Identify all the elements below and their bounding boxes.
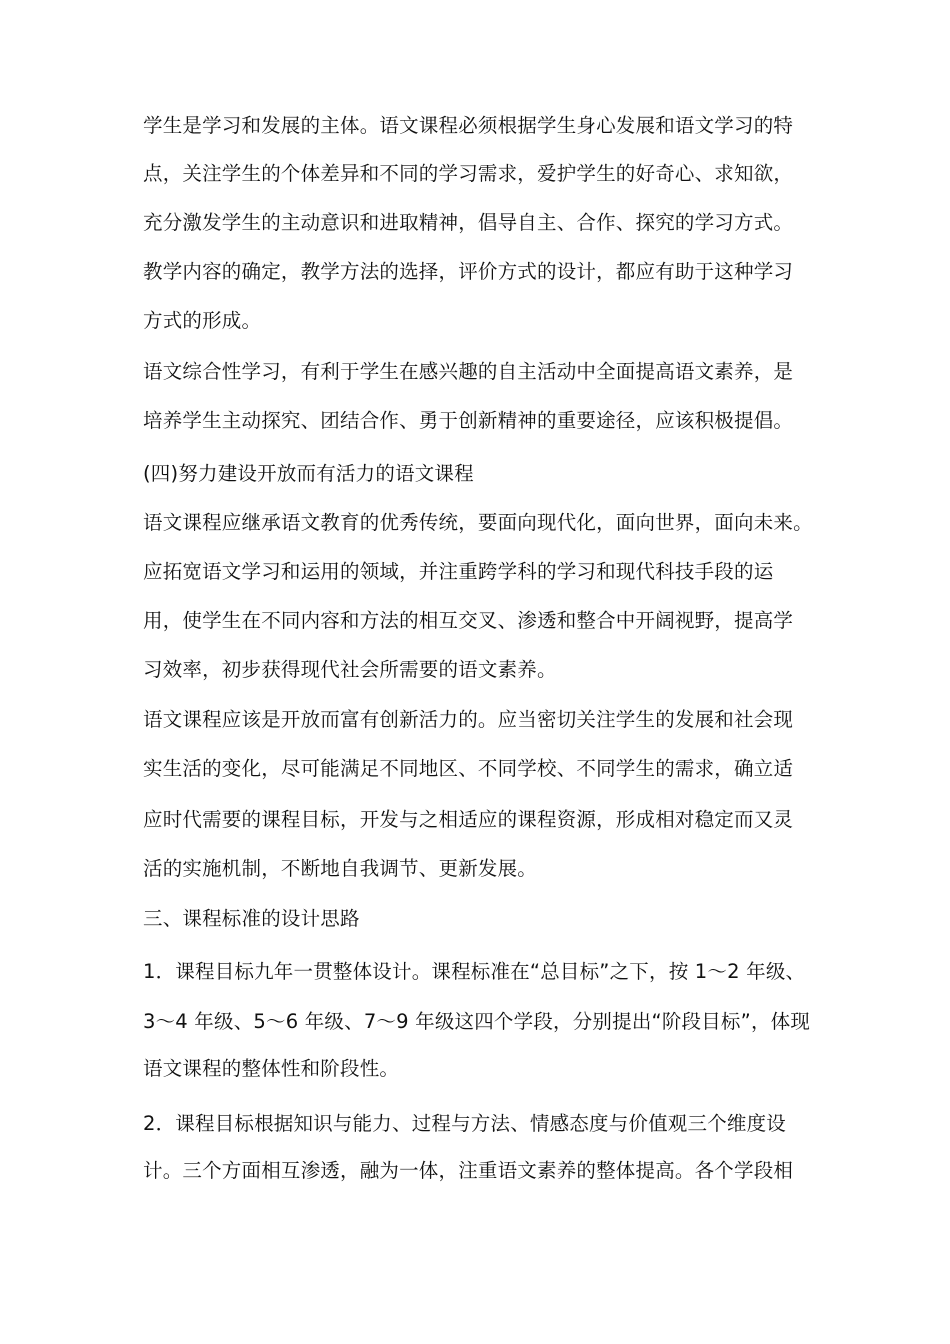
text-line: 1．课程目标九年一贯整体设计。课程标准在“总目标”之下，按 1～2 年级、	[143, 960, 806, 983]
text-line: 应时代需要的课程目标，开发与之相适应的课程资源，形成相对稳定而又灵	[143, 808, 794, 831]
text-line: 2．课程目标根据知识与能力、过程与方法、情感态度与价值观三个维度设	[143, 1112, 787, 1135]
text-line: 用，使学生在不同内容和方法的相互交叉、渗透和整合中开阔视野，提高学	[143, 609, 794, 632]
text-line: 3～4 年级、5～6 年级、7～9 年级这四个学段，分别提出“阶段目标”，体现	[143, 1010, 811, 1033]
text-line: 培养学生主动探究、团结合作、勇于创新精神的重要途径，应该积极提倡。	[143, 409, 794, 432]
section-heading: 三、课程标准的设计思路	[143, 907, 360, 930]
text-line: 语文综合性学习，有利于学生在感兴趣的自主活动中全面提高语文素养，是	[143, 360, 794, 383]
text-line: 语文课程应该是开放而富有创新活力的。应当密切关注学生的发展和社会现	[143, 708, 794, 731]
text-line: 学生是学习和发展的主体。语文课程必须根据学生身心发展和语文学习的特	[143, 114, 794, 137]
section-heading: (四)努力建设开放而有活力的语文课程	[143, 462, 474, 485]
text-line: 充分激发学生的主动意识和进取精神，倡导自主、合作、探究的学习方式。	[143, 211, 794, 234]
text-line: 语文课程的整体性和阶段性。	[143, 1057, 400, 1080]
text-line: 教学内容的确定，教学方法的选择，评价方式的设计，都应有助于这种学习	[143, 260, 794, 283]
text-line: 活的实施机制，不断地自我调节、更新发展。	[143, 857, 538, 880]
text-line: 方式的形成。	[143, 309, 262, 332]
text-line: 点，关注学生的个体差异和不同的学习需求，爱护学生的好奇心、求知欲，	[143, 162, 794, 185]
text-line: 语文课程应继承语文教育的优秀传统，要面向现代化，面向世界，面向未来。	[143, 511, 813, 534]
text-line: 应拓宽语文学习和运用的领域，并注重跨学科的学习和现代科技手段的运	[143, 560, 774, 583]
text-line: 习效率，初步获得现代社会所需要的语文素养。	[143, 658, 557, 681]
text-line: 计。三个方面相互渗透，融为一体，注重语文素养的整体提高。各个学段相	[143, 1159, 794, 1182]
text-line: 实生活的变化，尽可能满足不同地区、不同学校、不同学生的需求，确立适	[143, 757, 794, 780]
